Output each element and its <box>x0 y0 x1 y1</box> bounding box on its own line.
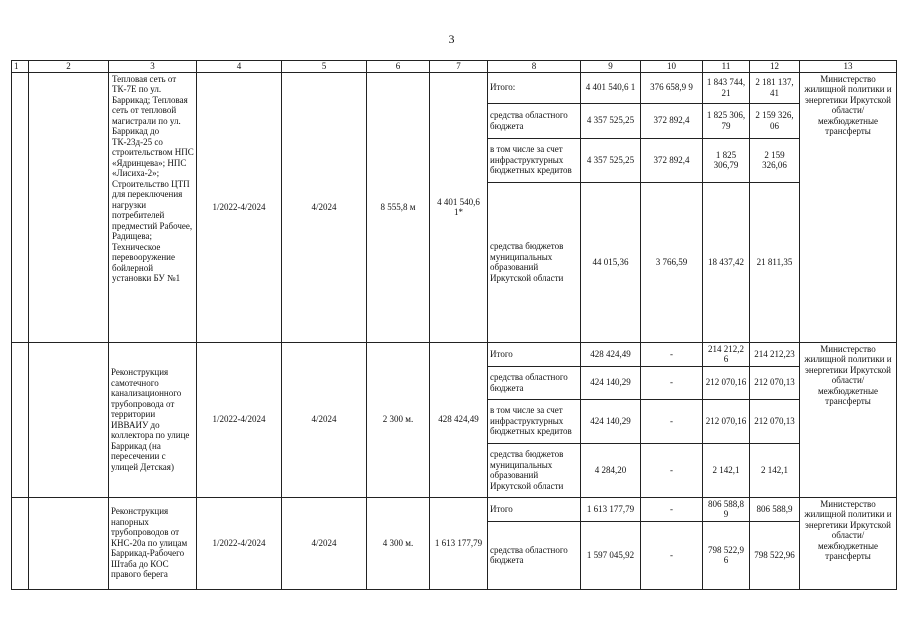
value-cell: 372 892,4 <box>641 103 703 138</box>
funding-source: средства областного бюджета <box>488 521 581 589</box>
empty-cell <box>12 72 29 342</box>
value-cell: 424 140,29 <box>581 366 641 399</box>
table-row <box>12 497 897 521</box>
value-cell: 2 159 326, 06 <box>750 103 800 138</box>
value-cell: 1 825 306,79 <box>703 138 750 182</box>
value-cell: 212 070,13 <box>750 366 800 399</box>
project-completion: 4/2024 <box>282 497 367 589</box>
value-cell: 2 142,1 <box>703 443 750 497</box>
project-capacity: 4 300 м. <box>367 497 430 589</box>
col-header: 11 <box>703 61 750 73</box>
value-cell: 214 212,2 6 <box>703 342 750 366</box>
value-cell: 1 825 306, 79 <box>703 103 750 138</box>
funding-source: средства бюджетов муниципальных образований Иркутской области <box>488 443 581 497</box>
value-cell: 2 159 326,06 <box>750 138 800 182</box>
project-name: Реконструкция напорных трубопроводов от КНС-20а по улицам Баррикад-Рабочего Штаба до КОС правого берега <box>109 497 197 589</box>
value-cell: 428 424,49 <box>581 342 641 366</box>
value-cell: 4 357 525,25 <box>581 103 641 138</box>
col-header: 13 <box>800 61 897 73</box>
col-header: 1 <box>12 61 29 73</box>
funding-source: в том числе за счет инфраструктурных бюджетных кредитов <box>488 138 581 182</box>
project-period: 1/2022-4/2024 <box>197 342 282 497</box>
value-cell: 1 843 744, 21 <box>703 72 750 103</box>
value-cell: 4 401 540,6 1 <box>581 72 641 103</box>
col-header: 10 <box>641 61 703 73</box>
value-cell: 212 070,13 <box>750 399 800 443</box>
value-cell: 376 658,9 9 <box>641 72 703 103</box>
project-period: 1/2022-4/2024 <box>197 72 282 342</box>
empty-cell <box>29 342 109 497</box>
empty-cell <box>12 497 29 589</box>
empty-cell <box>29 497 109 589</box>
project-capacity: 2 300 м. <box>367 342 430 497</box>
project-completion: 4/2024 <box>282 72 367 342</box>
value-cell: 212 070,16 <box>703 399 750 443</box>
col-header: 12 <box>750 61 800 73</box>
funding-source: средства областного бюджета <box>488 103 581 138</box>
col-header: 7 <box>430 61 488 73</box>
funding-source: Итого: <box>488 72 581 103</box>
investment-table <box>11 60 897 590</box>
value-cell: 2 142,1 <box>750 443 800 497</box>
project-cost: 428 424,49 <box>430 342 488 497</box>
project-period: 1/2022-4/2024 <box>197 497 282 589</box>
value-cell: 18 437,42 <box>703 182 750 342</box>
funding-source: Итого <box>488 342 581 366</box>
col-header: 8 <box>488 61 581 73</box>
value-cell: 44 015,36 <box>581 182 641 342</box>
responsible-ministry: Министерство жилищной политики и энергетики Иркутской области/ межбюджетные трансферты <box>800 72 897 342</box>
value-cell: 214 212,23 <box>750 342 800 366</box>
value-cell: - <box>641 366 703 399</box>
project-capacity: 8 555,8 м <box>367 72 430 342</box>
responsible-ministry: Министерство жилищной политики и энергетики Иркутской области/ межбюджетные трансферты <box>800 342 897 497</box>
value-cell: 4 284,20 <box>581 443 641 497</box>
value-cell: - <box>641 399 703 443</box>
funding-source: средства бюджетов муниципальных образований Иркутской области <box>488 182 581 342</box>
value-cell: 3 766,59 <box>641 182 703 342</box>
col-header: 6 <box>367 61 430 73</box>
funding-source: средства областного бюджета <box>488 366 581 399</box>
responsible-ministry: Министерство жилищной политики и энергетики Иркутской области/ межбюджетные трансферты <box>800 497 897 589</box>
value-cell: - <box>641 521 703 589</box>
col-header: 9 <box>581 61 641 73</box>
funding-source: в том числе за счет инфраструктурных бюджетных кредитов <box>488 399 581 443</box>
value-cell: 21 811,35 <box>750 182 800 342</box>
value-cell: 798 522,96 <box>750 521 800 589</box>
value-cell: - <box>641 497 703 521</box>
col-header: 2 <box>29 61 109 73</box>
project-cost: 4 401 540,6 1* <box>430 72 488 342</box>
table-row <box>12 342 897 366</box>
value-cell: - <box>641 443 703 497</box>
empty-cell <box>12 342 29 497</box>
funding-source: Итого <box>488 497 581 521</box>
project-name: Тепловая сеть от ТК-7Е по ул. Баррикад; Тепловая сеть от тепловой магистрали по ул. Баррикад до ТК-23д-25 со строительством НПС «Ядринцева»; НПС «Лисиха-2»; Строительство ЦТП для переключения нагрузки потребителей предместий Рабочее, Радищева; Техническое перевооружение бойлерной установки БУ №1 <box>109 72 197 342</box>
value-cell: 212 070,16 <box>703 366 750 399</box>
empty-cell <box>29 72 109 342</box>
value-cell: 798 522,9 6 <box>703 521 750 589</box>
col-header: 3 <box>109 61 197 73</box>
value-cell: 1 597 045,92 <box>581 521 641 589</box>
value-cell: 372 892,4 <box>641 138 703 182</box>
value-cell: 806 588,8 9 <box>703 497 750 521</box>
value-cell: - <box>641 342 703 366</box>
page-number: 3 <box>448 32 455 46</box>
table-row <box>12 72 897 103</box>
value-cell: 1 613 177,79 <box>581 497 641 521</box>
value-cell: 806 588,9 <box>750 497 800 521</box>
value-cell: 2 181 137, 41 <box>750 72 800 103</box>
project-cost: 1 613 177,79 <box>430 497 488 589</box>
col-header: 5 <box>282 61 367 73</box>
col-header: 4 <box>197 61 282 73</box>
project-completion: 4/2024 <box>282 342 367 497</box>
value-cell: 4 357 525,25 <box>581 138 641 182</box>
project-name: Реконструкция самотечного канализационного трубопровода от территории ИВВАИУ до коллектора по улице Баррикад (на пересечении с улицей Детская) <box>109 342 197 497</box>
column-number-row <box>12 61 897 73</box>
value-cell: 424 140,29 <box>581 399 641 443</box>
